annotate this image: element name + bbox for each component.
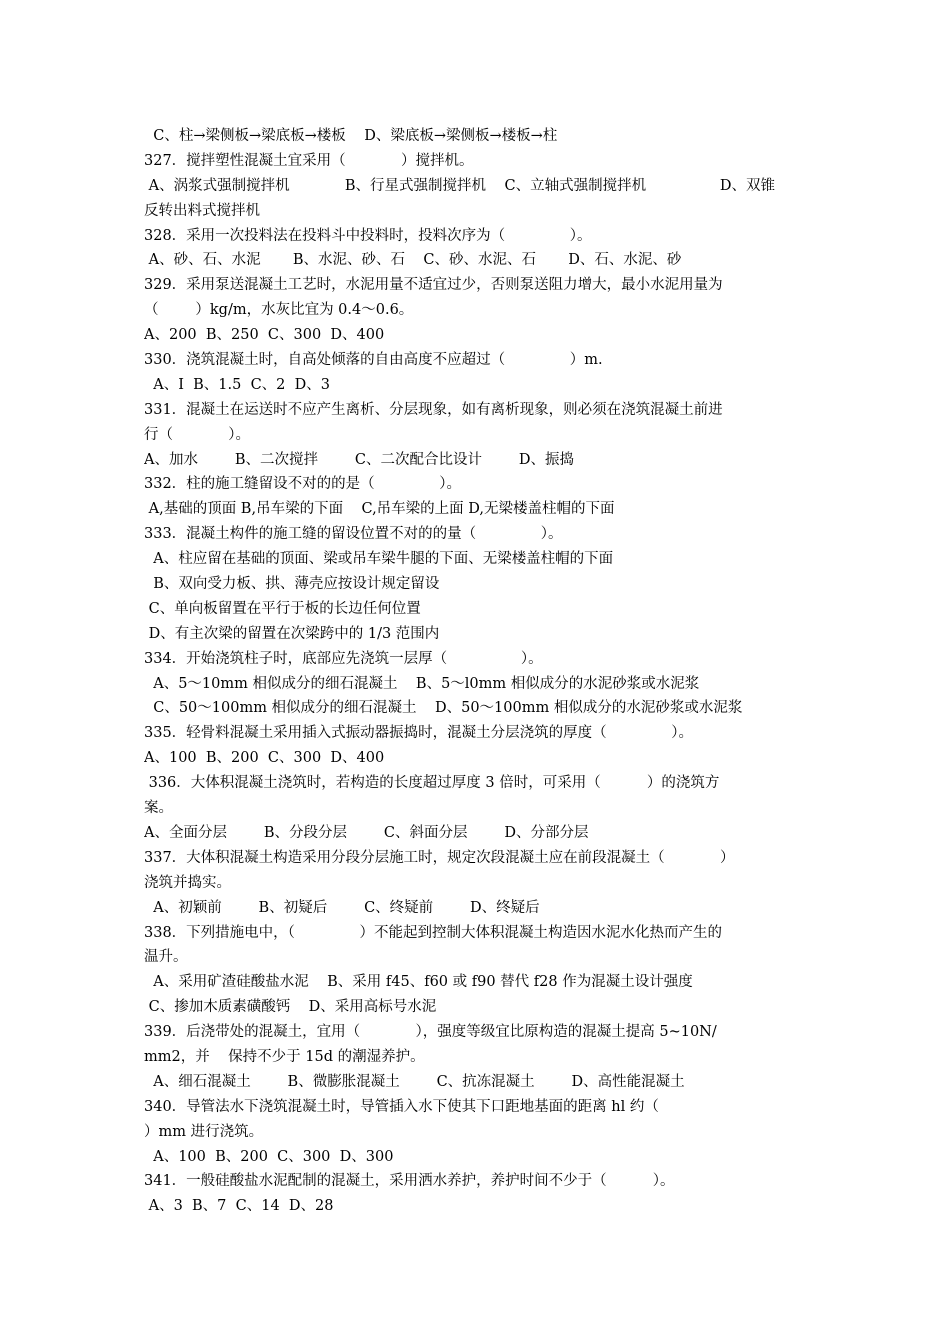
question-333: 333．混凝土构件的施工缝的留设位置不对的的量（ ）。 [144,526,563,543]
question-336: 336．大体积混凝土浇筑时，若构造的长度超过厚度 3 倍时，可采用（ ）的浇筑方 [144,775,720,792]
option-line: B、双向受力板、拱、薄壳应按设计规定留设 [144,576,440,593]
question-329-continued: （ ）kg/m，水灰比宜为 0.4～0.6。 [144,302,414,319]
option-line-continued: 反转出料式搅拌机 [144,202,260,219]
question-339-continued: mm2，并 保持不少于 15d 的潮湿养护。 [144,1048,425,1065]
option-line: A、全面分层 B、分段分层 C、斜面分层 D、分部分层 [144,824,589,841]
option-line: A、100 B、200 C、300 D、300 [144,1148,394,1165]
option-line: C、柱→梁侧板→梁底板→楼板 D、梁底板→梁侧板→楼板→柱 [144,128,558,144]
option-line: A、细石混凝土 B、微膨胀混凝土 C、抗冻混凝土 D、高性能混凝土 [144,1073,685,1090]
option-line: A、涡浆式强制搅拌机 B、行星式强制搅拌机 C、立轴式强制搅拌机 D、双锥 [144,177,775,194]
option-line: A,基础的顶面 B,吊车梁的下面 C,吊车梁的上面 D,无梁楼盖柱帽的下面 [144,501,615,518]
question-337-continued: 浇筑并捣实。 [144,874,231,891]
option-line: C、50～100mm 相似成分的细石混凝土 D、50～100mm 相似成分的水泥砂浆或水泥浆 [144,700,743,717]
question-330: 330．浇筑混凝土时，自高处倾落的自由高度不应超过（ ）m. [144,352,603,369]
question-336-continued: 案。 [144,800,173,817]
question-text-body [144,124,808,1219]
question-339: 339．后浇带处的混凝土，宜用（ ），强度等级宜比原构造的混凝土提高 5~10N/ [144,1024,717,1041]
option-line: A、柱应留在基础的顶面、梁或吊车梁牛腿的下面、无梁楼盖柱帽的下面 [144,551,614,568]
question-337: 337．大体积混凝土构造采用分段分层施工时，规定次段混凝土应在前段混凝土（ ） [144,849,735,866]
question-332: 332．柱的施工缝留设不对的的是（ ）。 [144,476,461,493]
question-331: 331．混凝土在运送时不应产生离析、分层现象，如有离析现象，则必须在浇筑混凝土前进 [144,401,723,418]
option-line: A、100 B、200 C、300 D、400 [144,750,385,767]
option-line: A、I B、1.5 C、2 D、3 [144,376,330,393]
option-line: A、初颖前 B、初疑后 C、终疑前 D、终疑后 [144,899,540,916]
question-338-continued: 温升。 [144,949,188,966]
option-line: D、有主次梁的留置在次梁跨中的 1/3 范围内 [144,625,440,642]
question-331-continued: 行（ ）。 [144,426,251,443]
option-line: C、掺加木质素磺酸钙 D、采用高标号水泥 [144,999,437,1016]
option-line: A、加水 B、二次搅拌 C、二次配合比设计 D、振捣 [144,451,574,468]
question-340-continued: ）mm 进行浇筑。 [144,1123,264,1140]
question-335: 335．轻骨料混凝土采用插入式振动器振捣时，混凝土分层浇筑的厚度（ ）。 [144,725,693,742]
option-line: A、200 B、250 C、300 D、400 [144,327,385,344]
question-329: 329．采用泵送混凝土工艺时，水泥用量不适宜过少，否则泵送阻力增大，最小水泥用量为 [144,277,723,294]
question-338: 338．下列措施电中，（ ）不能起到控制大体积混凝土构造因水泥水化热而产生的 [144,924,722,941]
question-340: 340．导管法水下浇筑混凝土时，导管插入水下使其下口距地基面的距离 hl 约（ [144,1098,659,1115]
option-line: A、3 B、7 C、14 D、28 [144,1198,334,1215]
question-334: 334．开始浇筑柱子时，底部应先浇筑一层厚（ ）。 [144,650,543,667]
question-327: 327．搅拌塑性混凝土宜采用（ ）搅拌机。 [144,152,474,169]
question-328: 328．采用一次投料法在投料斗中投料时，投料次序为（ ）。 [144,227,592,244]
question-341: 341．一般硅酸盐水泥配制的混凝土，采用洒水养护，养护时间不少于（ ）。 [144,1173,675,1190]
option-line: A、采用矿渣硅酸盐水泥 B、采用 f45、f60 或 f90 替代 f28 作为混凝土设计强度 [144,974,693,991]
option-line: C、单向板留置在平行于板的长边任何位置 [144,600,421,617]
option-line: A、砂、石、水泥 B、水泥、砂、石 C、砂、水泥、石 D、石、水泥、砂 [144,252,682,269]
option-line: A、5～10mm 相似成分的细石混凝土 B、5～l0mm 相似成分的水泥砂浆或水泥浆 [144,675,700,692]
